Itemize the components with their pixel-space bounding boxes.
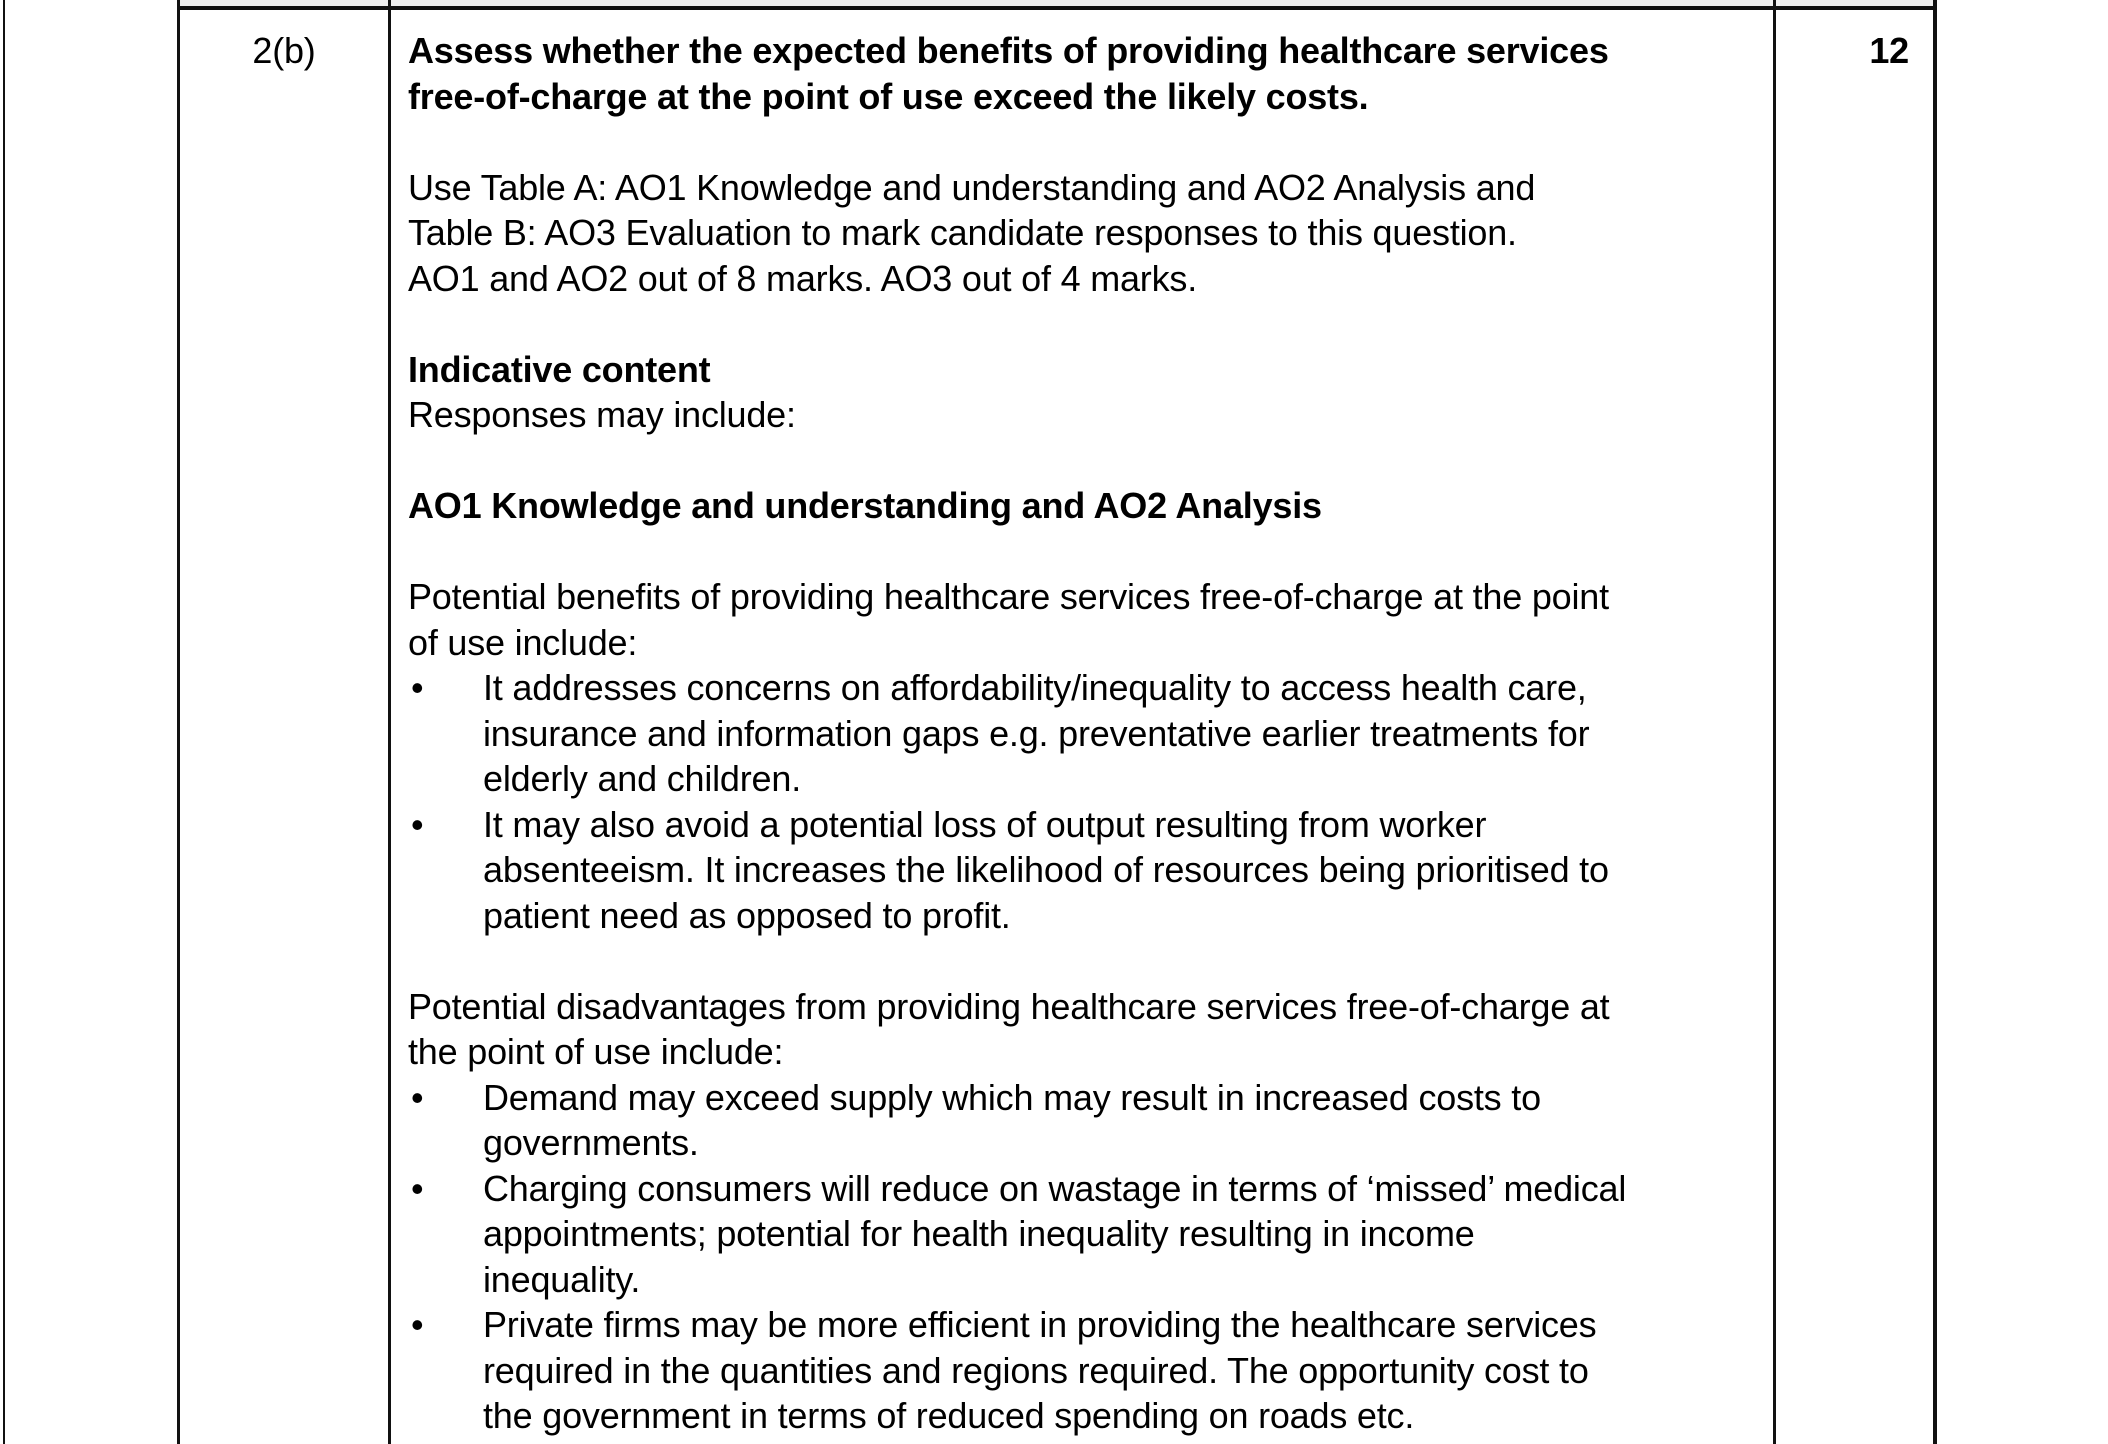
bullet-item <box>408 1075 1773 1121</box>
bullet-text-line: absenteeism. It increases the likelihood of resources being prioritised to <box>483 849 1609 890</box>
marks-value: 12 <box>1869 30 1909 71</box>
answer-content-cell <box>408 28 1773 1439</box>
bullet-text-line: patient need as opposed to profit. <box>483 894 1011 936</box>
question-text-line: free-of-charge at the point of use exceed the likely costs. <box>408 75 1369 117</box>
disadvantages-intro-line: the point of use include: <box>408 1031 784 1072</box>
bullet-text-line: inequality. <box>483 1258 641 1300</box>
blank-line <box>408 938 1773 984</box>
table-border-question-right <box>388 0 391 1444</box>
bullet-text: It addresses concerns on affordability/inequality to access health care, <box>483 667 1587 708</box>
bullet-icon: • <box>411 1304 424 1345</box>
instruction-line: Table B: AO3 Evaluation to mark candidate responses to this question. <box>408 212 1517 253</box>
bullet-text-line: appointments; potential for health inequality resulting in income <box>483 1213 1475 1254</box>
bullet-text: Private firms may be more efficient in providing the healthcare services <box>483 1304 1597 1345</box>
disadvantages-intro-line: Potential disadvantages from providing healthcare services free-of-charge at <box>408 985 1610 1027</box>
blank-line <box>408 438 1773 484</box>
responses-intro-line: Responses may include: <box>408 394 796 435</box>
benefits-intro-line: of use include: <box>408 621 638 663</box>
bullet-icon: • <box>411 803 424 845</box>
blank-line <box>408 529 1773 575</box>
bullet-text-line: the government in terms of reduced spending on roads etc. <box>483 1395 1415 1436</box>
bullet-text: Charging consumers will reduce on wastage in terms of ‘missed’ medical <box>483 1167 1627 1209</box>
bullet-icon: • <box>411 1076 424 1118</box>
bullet-text: Demand may exceed supply which may result in increased costs to <box>483 1076 1541 1118</box>
instruction-line: Use Table A: AO1 Knowledge and understanding and AO2 Analysis and <box>408 166 1536 208</box>
bullet-item <box>408 665 1773 711</box>
bullet-text-line: required in the quantities and regions required. The opportunity cost to <box>483 1349 1589 1391</box>
blank-line <box>408 301 1773 347</box>
table-border-marks-left <box>1773 0 1776 1444</box>
table-border-question-left <box>177 0 180 1444</box>
indicative-content-heading: Indicative content <box>408 348 711 390</box>
table-border-right <box>1933 0 1937 1444</box>
question-text-line: Assess whether the expected benefits of providing healthcare services <box>408 30 1609 71</box>
bullet-text: It may also avoid a potential loss of output resulting from worker <box>483 803 1487 845</box>
question-number: 2(b) <box>252 30 316 71</box>
bullet-text-line: elderly and children. <box>483 758 801 799</box>
bullet-icon: • <box>411 667 424 708</box>
bullet-icon: • <box>411 1167 424 1209</box>
bullet-item <box>408 1166 1773 1212</box>
bullet-item <box>408 1302 1773 1348</box>
benefits-intro-line: Potential benefits of providing healthcare services free-of-charge at the point <box>408 576 1609 617</box>
bullet-item <box>408 802 1773 848</box>
row-divider-line <box>177 6 1937 10</box>
bullet-text-line: insurance and information gaps e.g. preventative earlier treatments for <box>483 712 1590 754</box>
page-edge-line <box>3 0 5 1444</box>
ao1-ao2-heading: AO1 Knowledge and understanding and AO2 Analysis <box>408 485 1322 526</box>
instruction-line: AO1 and AO2 out of 8 marks. AO3 out of 4 marks. <box>408 257 1197 299</box>
bullet-text-line: governments. <box>483 1122 699 1163</box>
blank-line <box>408 119 1773 165</box>
